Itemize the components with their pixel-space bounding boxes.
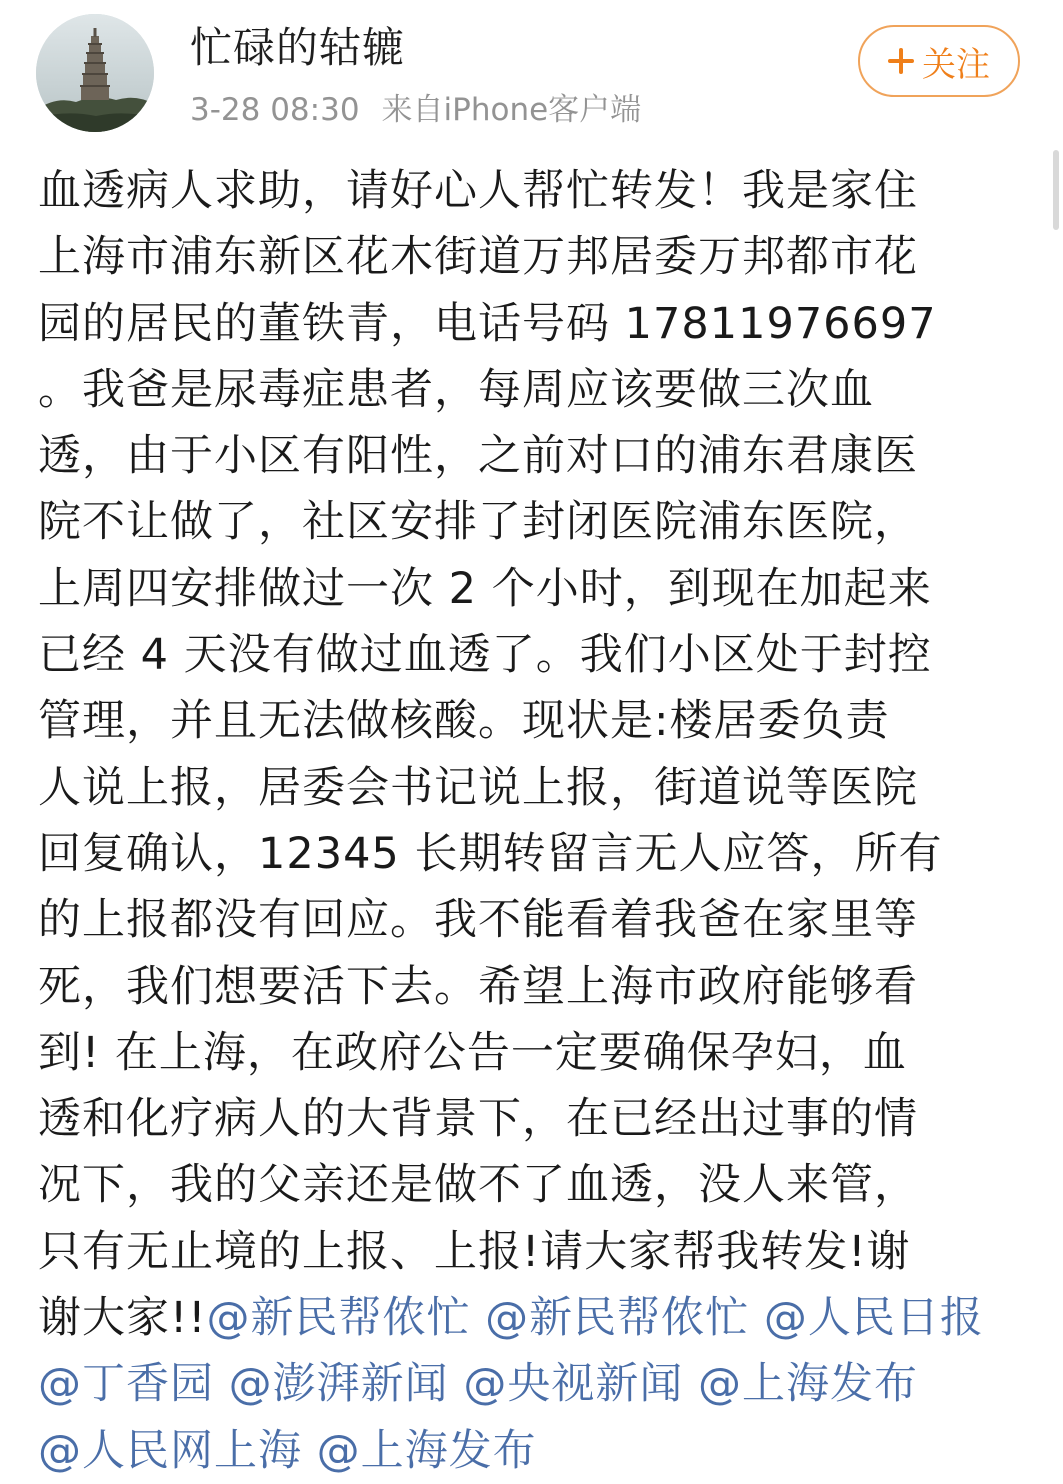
- plus-icon: [888, 48, 914, 74]
- post-line: 只有无止境的上报、上报!请大家帮我转发!谢: [38, 1226, 911, 1277]
- timestamp: 3-28 08:30: [190, 92, 360, 128]
- source-prefix: 来自: [381, 92, 444, 128]
- mention-link[interactable]: @新民帮侬忙: [206, 1293, 471, 1344]
- pagoda-icon: [36, 14, 154, 132]
- post-line: 况下，我的父亲还是做不了血透，没人来管，: [38, 1160, 918, 1211]
- mention-link[interactable]: @上海发布: [316, 1425, 537, 1476]
- mentions-line: [38, 1351, 1028, 1417]
- avatar[interactable]: [36, 14, 154, 132]
- post-line: 已经 4 天没有做过血透了。我们小区处于封控: [38, 630, 932, 681]
- post-line: 人说上报，居委会书记说上报，街道说等医院: [38, 762, 918, 813]
- post-line: 园的居民的董铁青，电话号码 17811976697: [38, 298, 937, 349]
- mention-link[interactable]: @人民网上海: [38, 1425, 302, 1476]
- post-line: 院不让做了，社区安排了封闭医院浦东医院，: [38, 497, 918, 548]
- post-line: 死，我们想要活下去。希望上海市政府能够看: [38, 961, 918, 1012]
- post-line: 的上报都没有回应。我不能看着我爸在家里等: [38, 895, 918, 946]
- post-line: 上周四安排做过一次 2 个小时，到现在加起来: [38, 563, 932, 614]
- mention-link[interactable]: @上海发布: [698, 1359, 919, 1410]
- post-line: 管理，并且无法做核酸。现状是:楼居委负责: [38, 696, 890, 747]
- mentions-line: [38, 1418, 1028, 1484]
- post-meta: [190, 88, 641, 132]
- source-device: iPhone客户端: [443, 92, 642, 128]
- mention-link[interactable]: @人民日报: [763, 1293, 984, 1344]
- post-line: 到! 在上海，在政府公告一定要确保孕妇，血: [38, 1027, 907, 1078]
- mention-link[interactable]: @央视新闻: [463, 1359, 684, 1410]
- post-line: 上海市浦东新区花木街道万邦居委万邦都市花: [38, 232, 918, 283]
- mention-link[interactable]: @澎湃新闻: [228, 1359, 449, 1410]
- post-line-text: 谢大家!!: [38, 1293, 207, 1344]
- scrollbar[interactable]: [1053, 150, 1059, 230]
- post-line: 透，由于小区有阳性，之前对口的浦东君康医: [38, 431, 918, 482]
- post-line: 。我爸是尿毒症患者，每周应该要做三次血: [38, 364, 874, 415]
- post-content: [38, 158, 1028, 1484]
- post-line-with-mentions: [38, 1285, 1028, 1351]
- follow-button[interactable]: [858, 25, 1020, 97]
- follow-label: 关注: [922, 44, 990, 85]
- mention-link[interactable]: @丁香园: [38, 1359, 214, 1410]
- post-line: 透和化疗病人的大背景下，在已经出过事的情: [38, 1094, 918, 1145]
- post-line: 回复确认，12345 长期转留言无人应答，所有: [38, 828, 943, 879]
- post-line: 血透病人求助，请好心人帮忙转发！我是家住: [38, 166, 918, 216]
- mention-link[interactable]: @新民帮侬忙: [485, 1293, 750, 1344]
- username[interactable]: 忙碌的轱辘: [190, 23, 406, 72]
